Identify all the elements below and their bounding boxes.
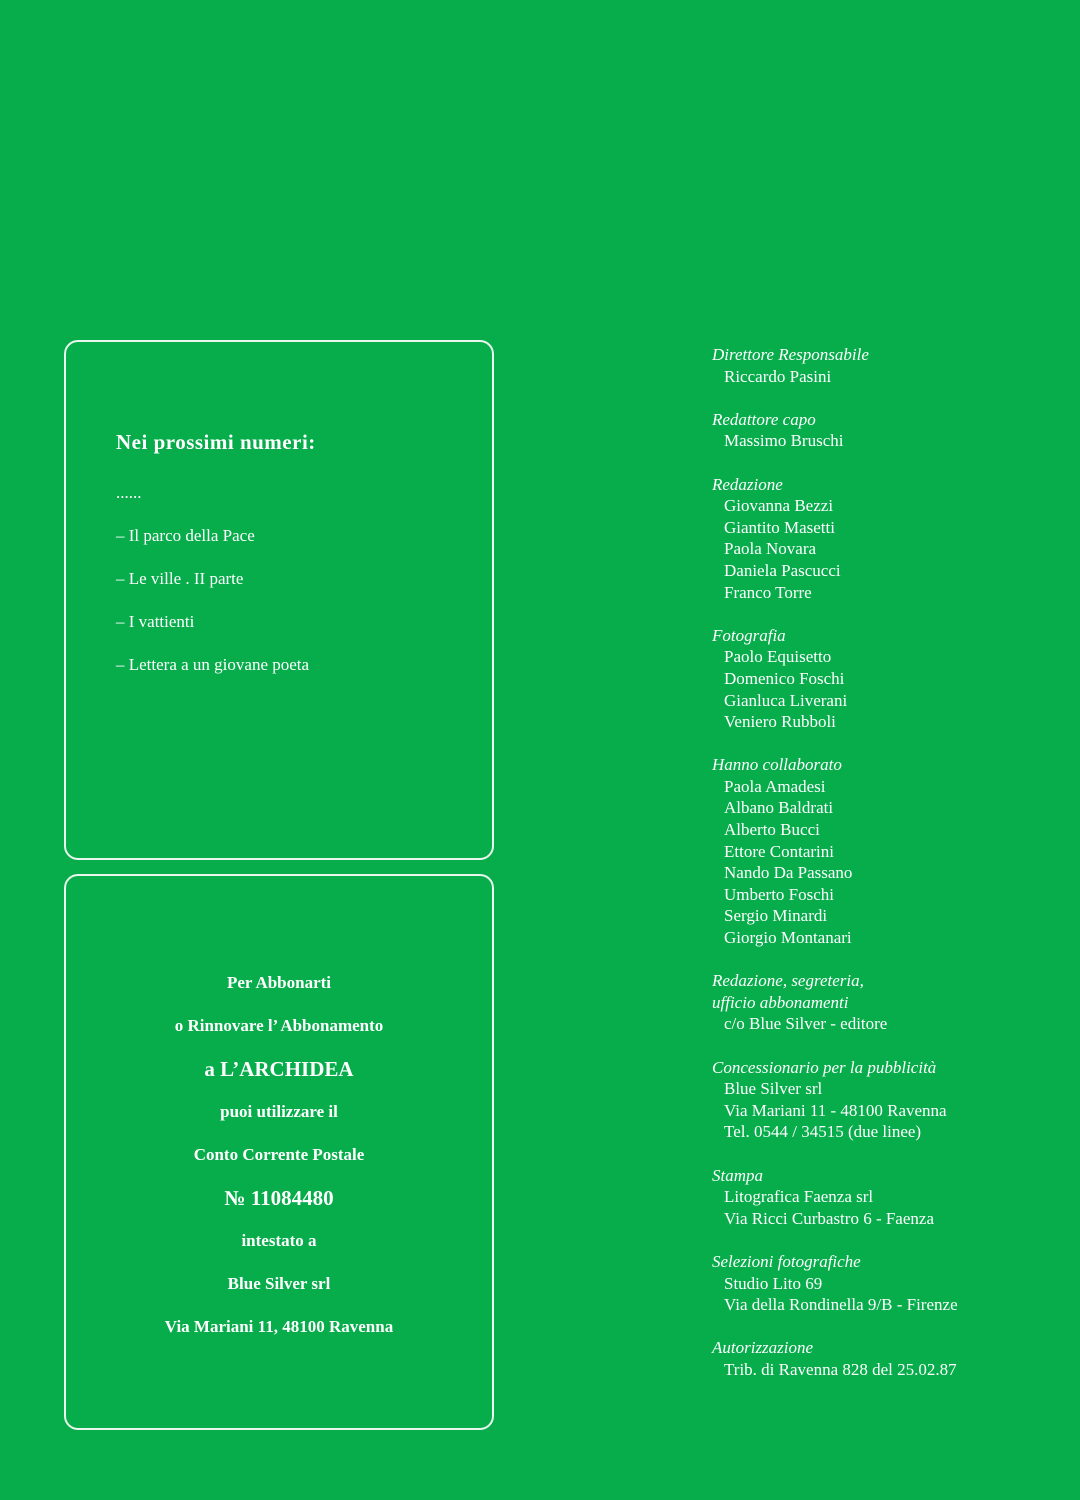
credit-name: Tel. 0544 / 34515 (due linee) [724,1122,922,1142]
credit-group [712,409,1062,452]
credit-name: Daniela Pascucci [724,560,841,580]
credit-name: Riccardo Pasini [724,366,832,386]
credit-group [712,625,1062,733]
credit-group [712,1057,1062,1143]
next-issues-box [64,340,494,860]
credit-name: Blue Silver srl [724,1079,823,1099]
list-item: – Lettera a un giovane poeta [116,655,310,674]
list-item: – I vattienti [116,612,195,631]
credit-role: Redattore capo [712,409,816,429]
subscription-text [66,972,492,1359]
credit-name: Paolo Equisetto [724,647,832,667]
credit-group [712,344,1062,387]
credit-name: Giovanna Bezzi [724,496,834,516]
credit-role: Direttore Responsabile [712,345,869,364]
credit-group [712,970,1062,1035]
credit-role: Concessionario per la pubblicità [712,1057,937,1077]
credit-name: Sergio Minardi [724,906,828,926]
credit-name: Franco Torre [724,582,812,602]
credit-role: Hanno collaborato [712,755,842,775]
credit-role: Fotografia [712,625,786,645]
credit-name: Litografica Faenza srl [724,1187,874,1207]
account-number-line: № 11084480 [224,1186,334,1210]
list-item: – Il parco della Pace [116,526,255,545]
credit-name: Paola Amadesi [724,776,826,796]
subscription-box [64,874,494,1430]
credit-name: Nando Da Passano [724,863,853,883]
credit-name: Paola Novara [724,539,817,559]
credit-name: Albano Baldrati [724,798,834,818]
subscription-line: Per Abbonarti [226,973,332,992]
credit-role: Redazione [712,474,783,494]
credit-name: Trib. di Ravenna 828 del 25.02.87 [724,1359,957,1379]
credit-name: Via della Rondinella 9/B - Firenze [724,1295,958,1315]
credit-name: Gianluca Liverani [724,690,848,710]
subscription-line: Via Mariani 11, 48100 Ravenna [164,1317,394,1336]
credit-role: Stampa [712,1165,763,1185]
magazine-name-line: a L’ARCHIDEA [204,1057,354,1081]
masthead-credits [712,344,1062,1402]
credit-role: ufficio abbonamenti [712,992,849,1012]
credit-group [712,1251,1062,1316]
credit-name: Alberto Bucci [724,820,820,840]
subscription-line: intestato a [241,1231,317,1250]
subscription-line: o Rinnovare l’ Abbonamento [174,1016,384,1035]
credit-role: Autorizzazione [712,1338,814,1358]
credit-name: c/o Blue Silver - editore [724,1014,888,1034]
credit-role: Selezioni fotografiche [712,1251,861,1271]
credit-name: Umberto Foschi [724,884,835,904]
credit-name: Domenico Foschi [724,668,845,688]
credit-name: Massimo Bruschi [724,431,844,451]
credit-group [712,1165,1062,1230]
credit-name: Giorgio Montanari [724,928,852,948]
subscription-line: Blue Silver srl [227,1274,331,1293]
credit-name: Studio Lito 69 [724,1273,823,1293]
list-item: – Le ville . II parte [116,569,244,588]
credit-name: Via Mariani 11 - 48100 Ravenna [724,1100,947,1120]
credit-name: Ettore Contarini [724,841,835,861]
credit-group [712,1337,1062,1380]
list-item: ...... [116,483,142,502]
credit-role: Redazione, segreteria, [712,971,864,991]
credit-group [712,474,1062,604]
credit-name: Veniero Rubboli [724,712,836,732]
next-issues-list [116,482,309,697]
credit-name: Via Ricci Curbastro 6 - Faenza [724,1208,934,1228]
credit-group [712,754,1062,948]
subscription-line: puoi utilizzare il [220,1102,338,1121]
credit-name: Giantito Masetti [724,517,835,537]
subscription-line: Conto Corrente Postale [193,1145,365,1164]
next-issues-title: Nei prossimi numeri: [116,430,316,454]
